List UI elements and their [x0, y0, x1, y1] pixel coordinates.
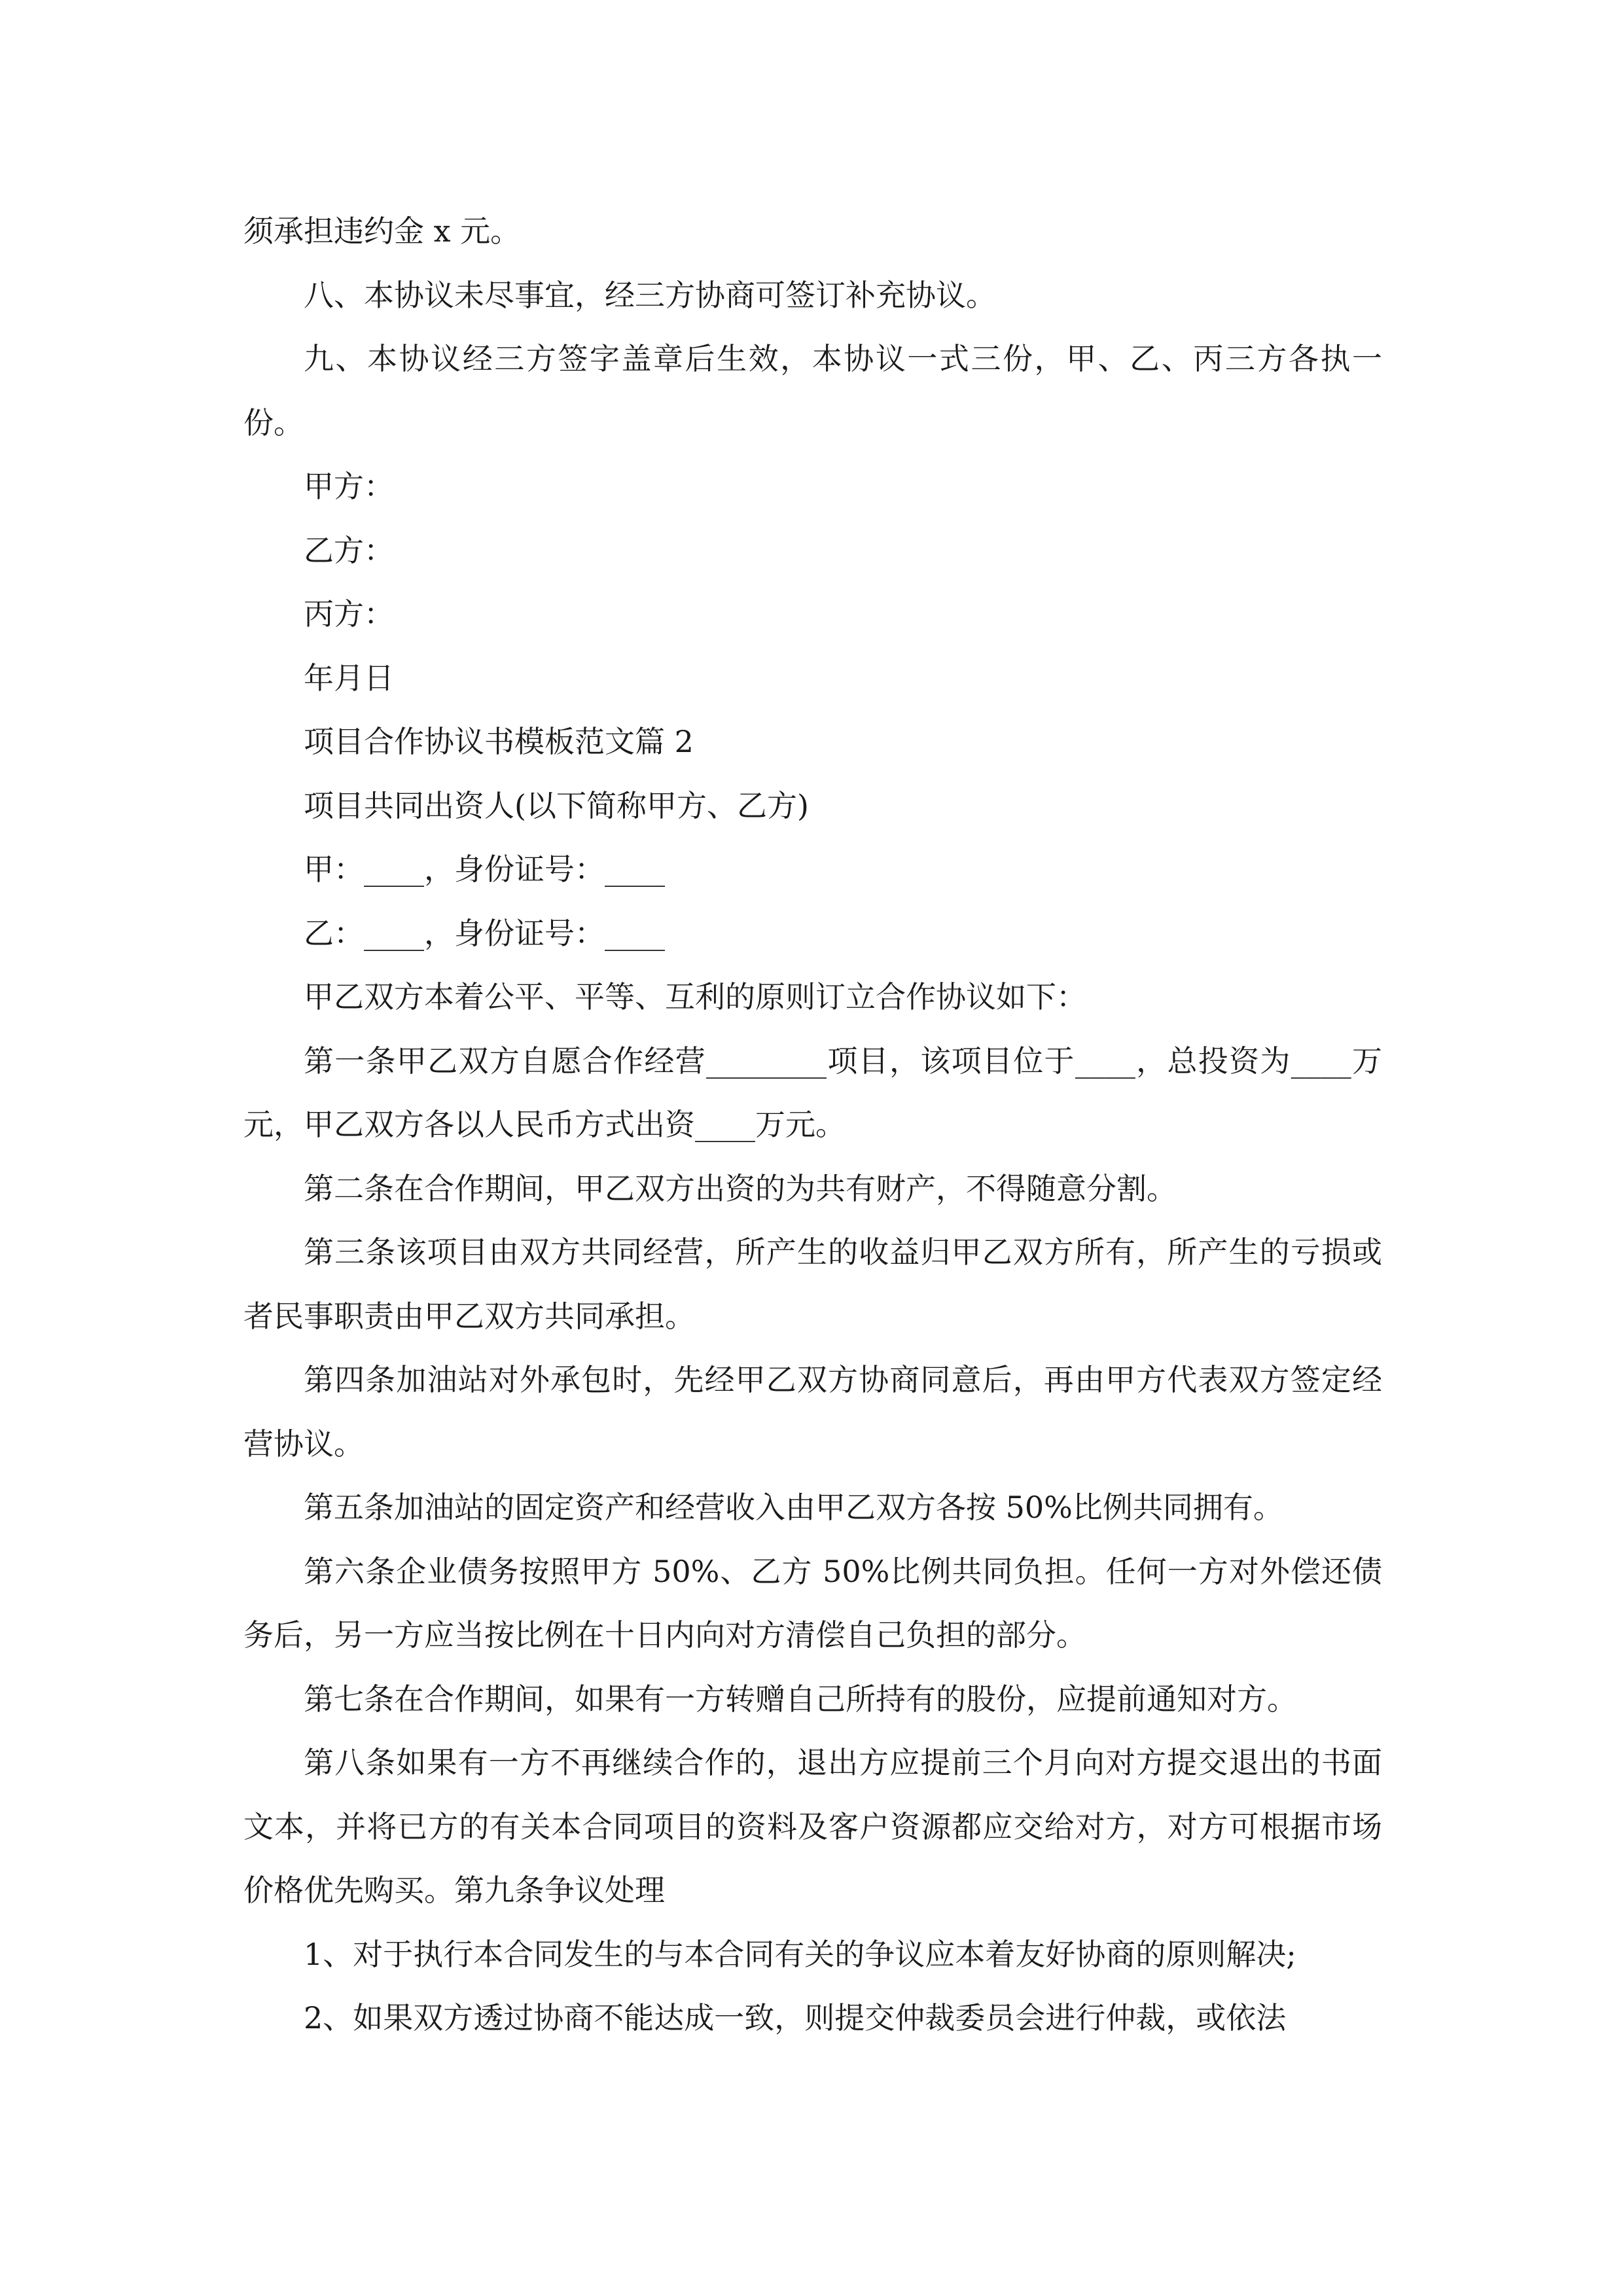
section-title: 项目合作协议书模板范文篇 2	[304, 724, 694, 759]
article-5: 第五条加油站的固定资产和经营收入由甲乙双方各按 50%比例共同拥有。	[304, 1490, 1283, 1525]
paragraph-preamble: 甲乙双方本着公平、平等、互利的原则订立合作协议如下：	[304, 979, 1086, 1014]
document-body	[243, 200, 1382, 2051]
article-3: 第三条该项目由双方共同经营，所产生的收益归甲乙双方所有，所产生的亏损或者民事职责由甲乙双方共同承担。	[243, 1234, 1382, 1334]
dispute-item-2: 2、如果双方透过协商不能达成一致，则提交仲裁委员会进行仲裁，或依法	[304, 2000, 1287, 2036]
paragraph-investors: 项目共同出资人(以下简称甲方、乙方)	[304, 787, 809, 823]
paragraph-clause-8: 八、本协议未尽事宜，经三方协商可签订补充协议。	[304, 277, 996, 313]
signature-date: 年月日	[304, 660, 394, 696]
signature-party-c: 丙方：	[304, 596, 394, 632]
field-party-b-id: 乙：____，身份证号：____	[304, 915, 665, 951]
paragraph-clause-9: 九、本协议经三方签字盖章后生效，本协议一式三份，甲、乙、丙三方各执一份。	[243, 341, 1382, 440]
article-2: 第二条在合作期间，甲乙双方出资的为共有财产，不得随意分割。	[304, 1170, 1177, 1206]
article-8: 第八条如果有一方不再继续合作的，退出方应提前三个月向对方提交退出的书面文本，并将已方的有关本合同项目的资料及客户资源都应交给对方，对方可根据市场价格优先购买。第九条争议处理	[243, 1745, 1382, 1908]
article-4: 第四条加油站对外承包时，先经甲乙双方协商同意后，再由甲方代表双方签定经营协议。	[243, 1362, 1382, 1462]
article-7: 第七条在合作期间，如果有一方转赠自己所持有的股份，应提前通知对方。	[304, 1681, 1297, 1717]
article-1: 第一条甲乙双方自愿合作经营________项目，该项目位于____，总投资为____万元，甲乙双方各以人民币方式出资____万元。	[243, 1043, 1382, 1142]
field-party-a-id: 甲：____，身份证号：____	[304, 852, 665, 887]
signature-party-a: 甲方：	[304, 469, 394, 504]
article-6: 第六条企业债务按照甲方 50%、乙方 50%比例共同负担。任何一方对外偿还债务后，另一方应当按比例在十日内向对方清偿自己负担的部分。	[243, 1553, 1382, 1653]
paragraph-penalty-continuation: 须承担违约金 x 元。	[243, 213, 521, 249]
dispute-item-1: 1、对于执行本合同发生的与本合同有关的争议应本着友好协商的原则解决;	[304, 1936, 1296, 1972]
signature-party-b: 乙方：	[304, 532, 394, 568]
